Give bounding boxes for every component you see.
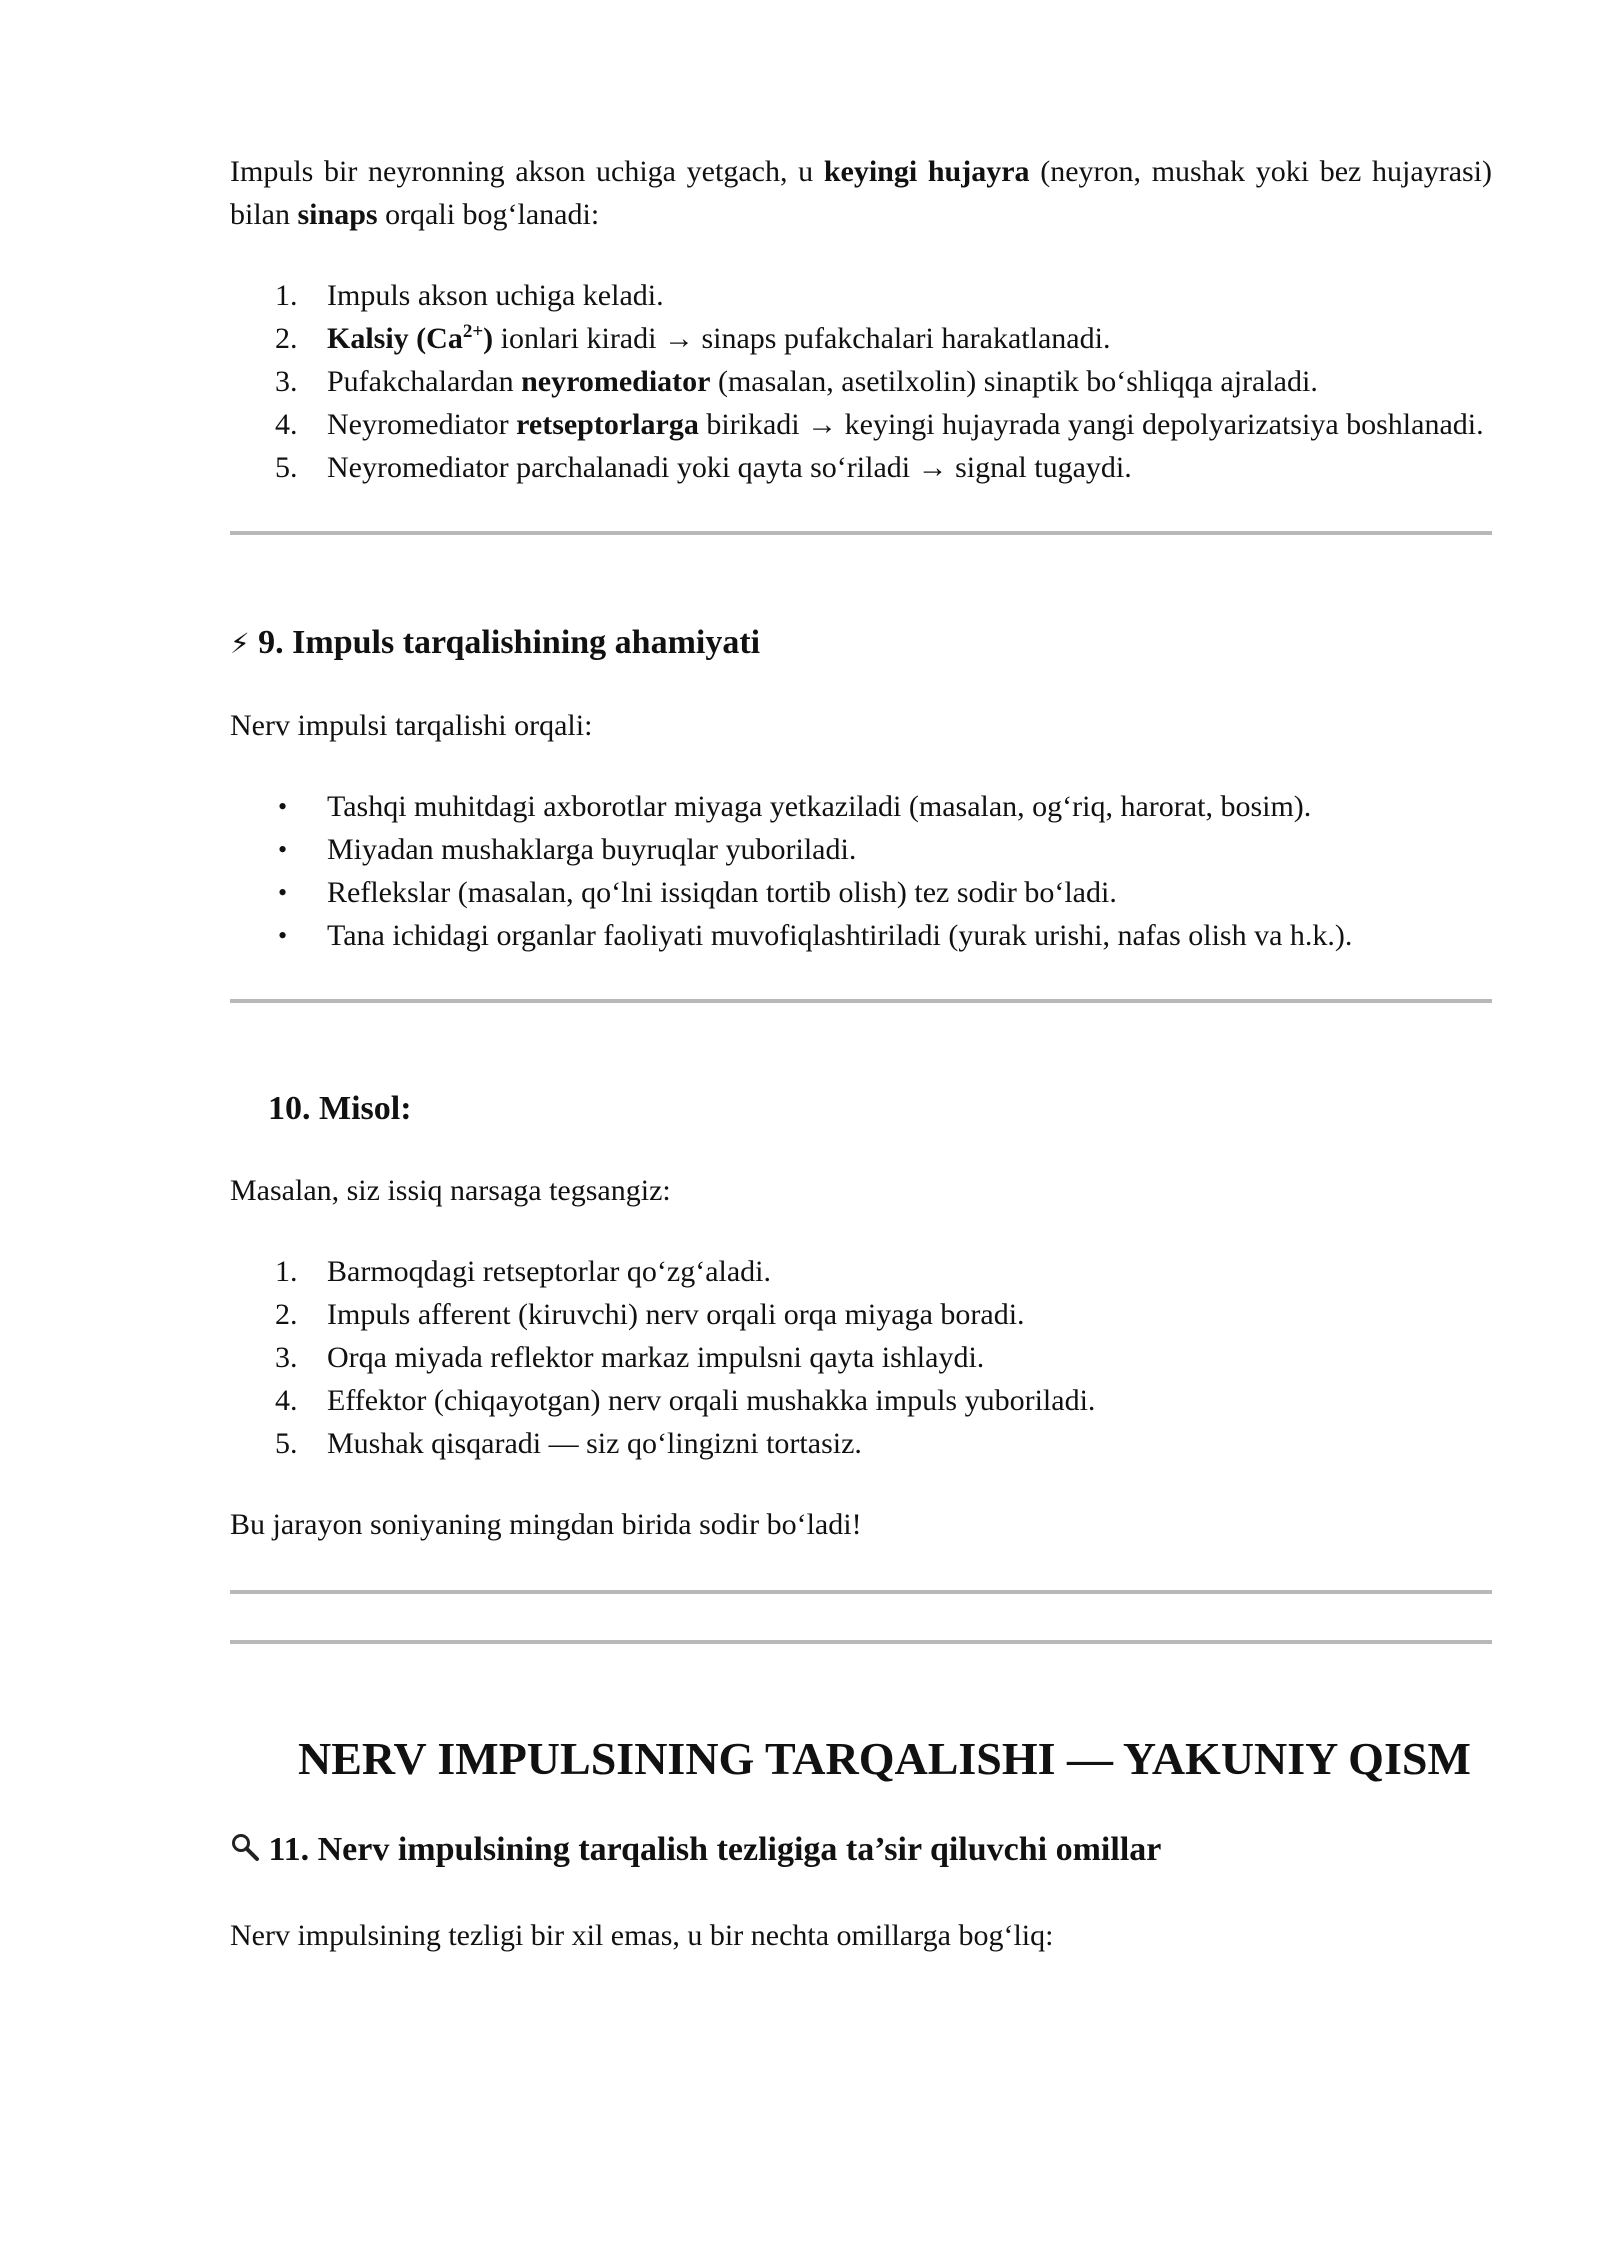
- list-item: 5. Mushak qisqaradi — siz qo‘lingizni tortasiz.: [275, 1427, 862, 1460]
- horizontal-rule: [230, 1590, 1492, 1594]
- synapse-intro-paragraph: Impuls bir neyronning akson uchiga yetgach, u keyingi hujayra (neyron, mushak yoki bez hujayrasi) bilan sinaps orqali bog‘lanadi:: [230, 155, 1493, 231]
- section-9-heading: ⚡ 9. Impuls tarqalishining ahamiyati: [230, 624, 761, 661]
- bullet-icon: •: [278, 878, 288, 907]
- section-10-steps-list: [230, 1250, 1492, 1465]
- lightning-icon: ⚡: [230, 627, 250, 660]
- magnifier-icon: [230, 1830, 260, 1874]
- document-page: [230, 150, 1492, 1957]
- horizontal-rule: [230, 999, 1492, 1003]
- list-item: 4. Neyromediator retseptorlarga birikadi → keyingi hujayrada yangi depolyarizatsiya boshlanadi.: [275, 408, 1484, 441]
- list-item: 5. Neyromediator parchalanadi yoki qayta so‘riladi → signal tugaydi.: [275, 451, 1132, 484]
- section-11-heading: 11. Nerv impulsining tarqalish tezligiga ta’sir qiluvchi omillar: [230, 1828, 1492, 1874]
- list-item: 1. Barmoqdagi retseptorlar qo‘zg‘aladi.: [275, 1255, 771, 1288]
- term-sinaps: sinaps: [297, 198, 378, 231]
- section-9-intro: Nerv impulsi tarqalishi orqali:: [230, 709, 593, 742]
- bullet-icon: •: [278, 921, 288, 950]
- list-item: • Tashqi muhitdagi axborotlar miyaga yetkaziladi (masalan, og‘riq, harorat, bosim).: [230, 785, 1492, 828]
- list-item: 2. Impuls afferent (kiruvchi) nerv orqali orqa miyaga boradi.: [275, 1298, 1025, 1331]
- section-10-intro: Masalan, siz issiq narsaga tegsangiz:: [230, 1174, 671, 1207]
- list-item: • Tana ichidagi organlar faoliyati muvofiqlashtiriladi (yurak urishi, nafas olish va h.k.).: [230, 914, 1492, 957]
- list-item: 1. Impuls akson uchiga keladi.: [275, 279, 664, 312]
- list-item: • Miyadan mushaklarga buyruqlar yuboriladi.: [230, 828, 1492, 871]
- list-item: 4. Effektor (chiqayotgan) nerv orqali mushakka impuls yuboriladi.: [275, 1384, 1096, 1417]
- list-item: • Reflekslar (masalan, qo‘lni issiqdan tortib olish) tez sodir bo‘ladi.: [230, 871, 1492, 914]
- bullet-icon: •: [278, 792, 288, 821]
- term-keyingi-hujayra: keyingi hujayra: [823, 155, 1030, 188]
- list-item: 3. Pufakchalardan neyromediator (masalan, asetilxolin) sinaptik bo‘shliqqa ajraladi.: [275, 365, 1318, 398]
- bullet-icon: •: [278, 835, 288, 864]
- section-10-closing: Bu jarayon soniyaning mingdan birida sodir bo‘ladi!: [230, 1508, 862, 1541]
- section-9-bullet-list: [230, 785, 1492, 957]
- horizontal-rule: [230, 1640, 1492, 1644]
- list-item: 2. Kalsiy $(Ca^{2+})$ ionlari kiradi → sinaps pufakchalari harakatlanadi.: [275, 321, 1111, 355]
- horizontal-rule: [230, 531, 1492, 535]
- section-10-heading: 10. Misol:: [268, 1090, 412, 1127]
- section-11-intro: Nerv impulsining tezligi bir xil emas, u bir nechta omillarga bog‘liq:: [230, 1919, 1054, 1953]
- final-part-title: NERV IMPULSINING TARQALISHI — YAKUNIY QISM: [298, 1733, 1471, 1784]
- list-item: 3. Orqa miyada reflektor markaz impulsni qayta ishlaydi.: [275, 1341, 985, 1374]
- synapse-steps-list: [230, 274, 1492, 489]
